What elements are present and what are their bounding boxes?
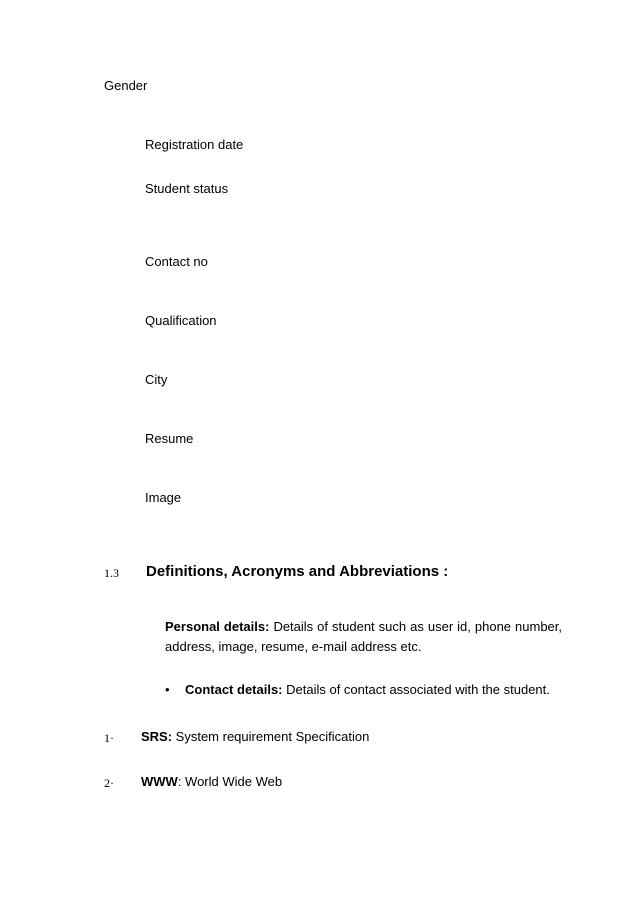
- field-city: City: [145, 372, 168, 387]
- definition-contact-term: Contact details:: [185, 682, 283, 697]
- section-number: 1.3: [104, 566, 119, 580]
- bullet-icon: •: [165, 682, 170, 697]
- field-student-status: Student status: [145, 181, 229, 196]
- abbreviation-srs-term: SRS:: [141, 729, 173, 744]
- abbreviation-number-1: 1·: [104, 731, 114, 745]
- field-registration-date: Registration date: [145, 137, 244, 152]
- field-image: Image: [145, 490, 182, 505]
- abbreviation-srs: [141, 729, 369, 745]
- definition-contact: [165, 682, 550, 698]
- abbreviation-www-text: : World Wide Web: [177, 774, 283, 789]
- field-gender: Gender: [104, 78, 148, 93]
- field-contact-no: Contact no: [145, 254, 208, 269]
- definition-personal-term: Personal details:: [165, 619, 270, 634]
- definition-personal-text: Details of student such as user id, phone number, address, image, resume, e-mail address etc.: [165, 619, 562, 654]
- abbreviation-srs-text: System requirement Specification: [172, 729, 370, 744]
- abbreviation-number-2: 2·: [104, 776, 114, 790]
- abbreviation-www-term: WWW: [141, 774, 178, 789]
- definition-contact-text: Details of contact associated with the student.: [282, 682, 550, 697]
- abbreviation-www: [141, 774, 282, 790]
- definition-personal: [165, 617, 562, 657]
- section-title: Definitions, Acronyms and Abbreviations :: [146, 563, 449, 580]
- field-qualification: Qualification: [145, 313, 217, 328]
- field-resume: Resume: [145, 431, 194, 446]
